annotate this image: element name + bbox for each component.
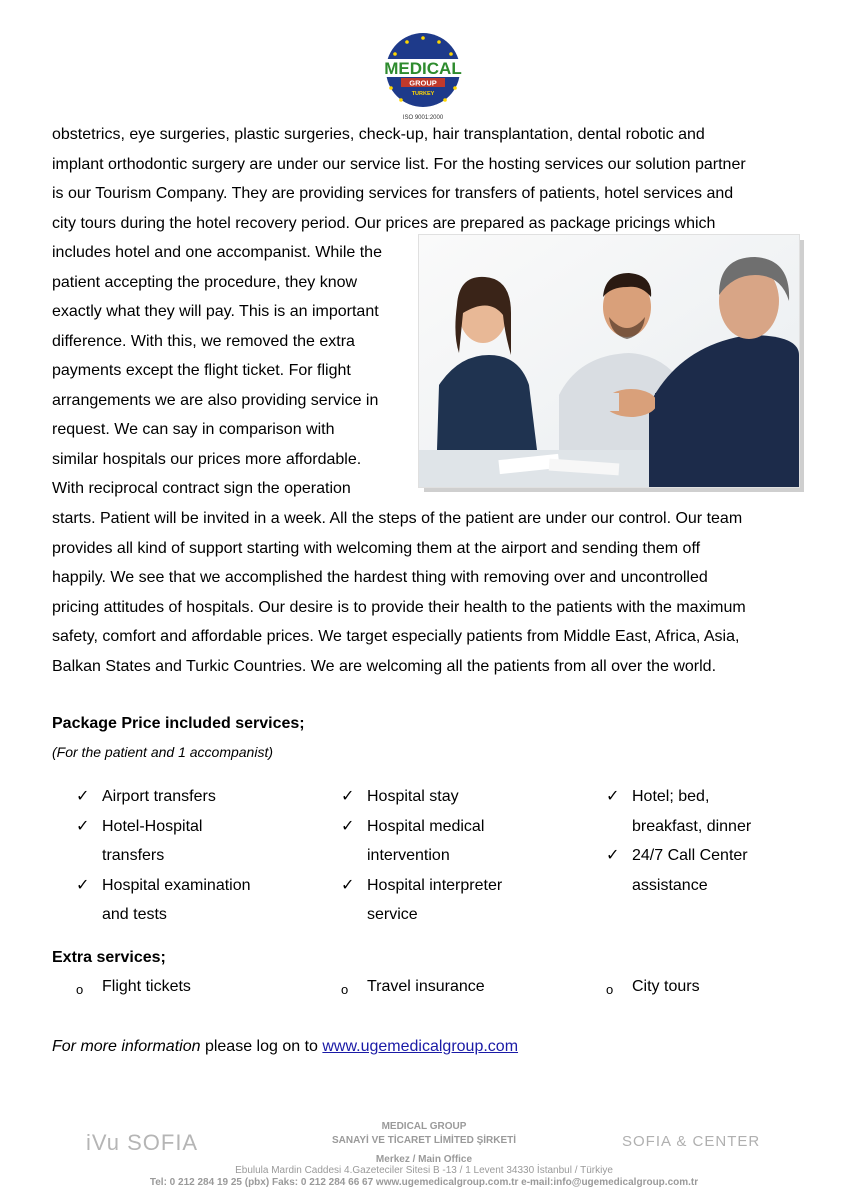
service-label: Hospital interpreter [367, 876, 503, 894]
bullet-icon: o [341, 982, 349, 997]
service-label: Hospital stay [367, 788, 459, 805]
bullet-icon: o [76, 982, 84, 997]
check-icon: ✓ [341, 788, 355, 805]
footer-office: Merkez / Main Office [375, 1154, 473, 1165]
logo-iso-text: ISO 9001:2000 [402, 115, 444, 121]
more-info-text: please log on to [200, 1038, 323, 1055]
service-label: Hospital medical [367, 817, 485, 835]
check-icon: ✓ [76, 876, 90, 894]
footer-company-name: MEDICAL GROUP [381, 1121, 467, 1132]
bullet-icon: o [606, 982, 614, 997]
body-text-line: request. We can say in comparison with [52, 421, 335, 438]
photo-frame [418, 234, 800, 488]
check-icon: ✓ [76, 817, 90, 835]
website-link[interactable]: www.ugemedicalgroup.com [322, 1038, 519, 1055]
extra-label: City tours [632, 978, 700, 995]
logo-country-text: TURKEY [411, 91, 435, 97]
body-text-line: starts. Patient will be invited in a week. All the steps of the patient are under our control. Our team [52, 510, 743, 527]
logo-brand-text: MEDICAL [384, 59, 462, 78]
body-text-line: implant orthodontic surgery are under our service list. For the hosting services our solution partner [52, 155, 746, 173]
body-text-line: includes hotel and one accompanist. While the [52, 244, 382, 261]
package-heading: Package Price included services; [52, 715, 305, 732]
body-text-line: obstetrics, eye surgeries, plastic surgeries, check-up, hair transplantation, dental robotic and [52, 126, 705, 143]
body-text-line: city tours during the hotel recovery period. Our prices are prepared as package pricings which [52, 214, 716, 232]
check-icon: ✓ [606, 788, 620, 805]
service-label: Hotel-Hospital [102, 817, 203, 835]
extra-heading: Extra services; [52, 949, 166, 966]
body-text-line: patient accepting the procedure, they know [52, 273, 358, 291]
body-text-line: payments except the flight ticket. For flight [52, 362, 351, 379]
footer-company-type: SANAYİ VE TİCARET LİMİTED ŞİRKETİ [331, 1135, 517, 1146]
body-text-line: happily. We see that we accomplished the hardest thing with removing over and uncontrolled [52, 569, 708, 586]
body-text-line: arrangements we are also providing service in [52, 391, 379, 409]
check-icon: ✓ [341, 817, 355, 835]
company-logo [371, 30, 475, 122]
service-label: Hotel; bed, [632, 788, 710, 805]
footer-address: Ebulula Mardin Caddesi 4.Gazeteciler Sitesi B -13 / 1 Levent 34330 İstanbul / Türkiye [235, 1165, 613, 1176]
body-text-line: safety, comfort and affordable prices. We target especially patients from Middle East, Africa, Asia, [52, 628, 740, 645]
body-text-line: pricing attitudes of hospitals. Our desire is to provide their health to the patients with the maximum [52, 598, 746, 616]
body-text-line: Balkan States and Turkic Countries. We are welcoming all the patients from all over the world. [52, 657, 717, 675]
extra-label: Travel insurance [367, 978, 485, 995]
body-text-line: difference. With this, we removed the extra [52, 332, 355, 350]
footer [0, 1115, 848, 1200]
body-text-line: exactly what they will pay. This is an important [52, 303, 379, 320]
handshake-photo [418, 234, 804, 492]
check-icon: ✓ [76, 788, 90, 805]
service-label-cont: and tests [102, 906, 167, 923]
service-label: 24/7 Call Center [632, 847, 748, 864]
footer-left-brand-logo: iVu SOFIA [86, 1130, 199, 1155]
service-label-cont: transfers [102, 847, 165, 864]
footer-contact: Tel: 0 212 284 19 25 (pbx) Faks: 0 212 284 66 67 www.ugemedicalgroup.com.tr e-mail:info@ugemedicalgroup.com.tr [149, 1177, 699, 1188]
body-text-line: is our Tourism Company. They are providing services for transfers of patients, hotel services and [52, 185, 734, 202]
service-label-cont: breakfast, dinner [632, 817, 752, 835]
footer-right-brand-logo: SOFIA & CENTER [622, 1133, 761, 1150]
service-label-cont: intervention [367, 847, 450, 864]
more-info-italic: For more information [52, 1038, 201, 1055]
check-icon: ✓ [606, 847, 620, 864]
service-label-cont: assistance [632, 876, 708, 894]
more-info [52, 1038, 518, 1056]
body-text-line: similar hospitals our prices more affordable. [52, 450, 362, 468]
body-text-line: provides all kind of support starting with welcoming them at the airport and sending them off [52, 539, 701, 557]
service-label-cont: service [367, 906, 418, 923]
service-label: Airport transfers [102, 788, 216, 805]
check-icon: ✓ [341, 876, 355, 894]
service-label: Hospital examination [102, 876, 251, 894]
body-text-line: With reciprocal contract sign the operation [52, 480, 351, 497]
package-note: (For the patient and 1 accompanist) [52, 744, 274, 760]
extra-label: Flight tickets [102, 978, 191, 995]
logo-group-text: GROUP [409, 78, 437, 88]
